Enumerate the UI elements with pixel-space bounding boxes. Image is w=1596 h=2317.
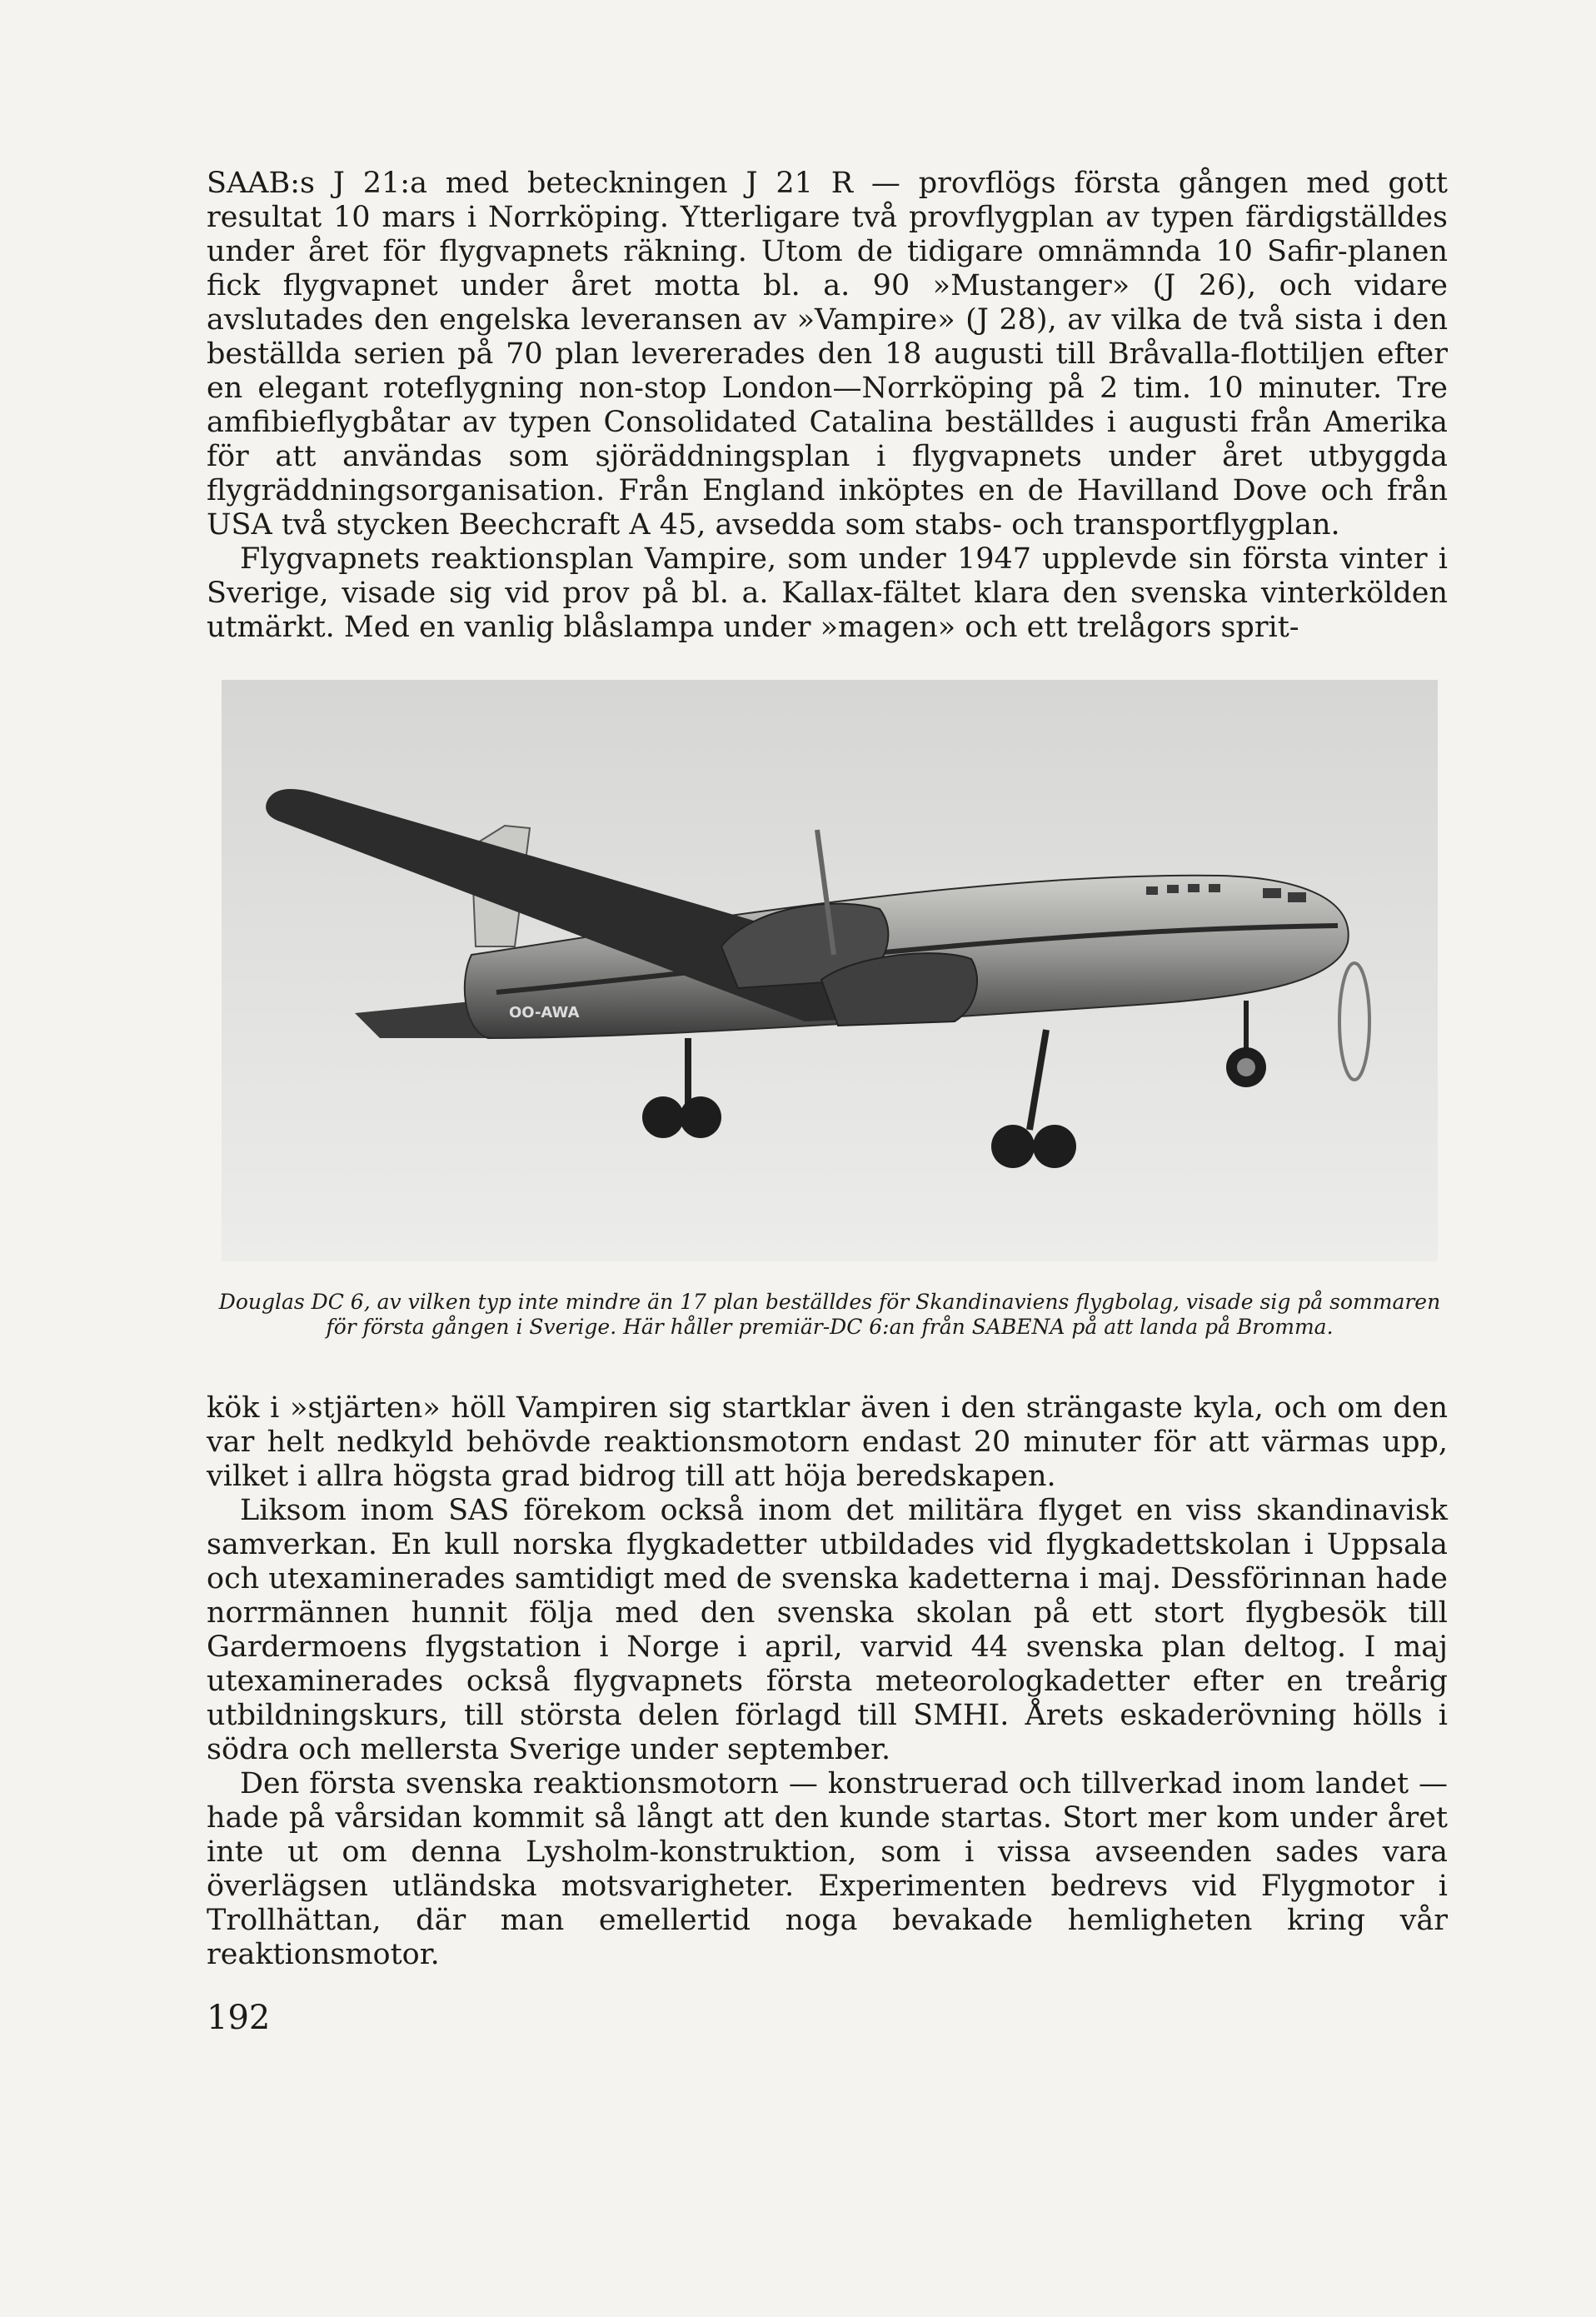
dc6-aircraft-photo (222, 680, 1438, 1261)
body-text-top (207, 167, 1448, 645)
paragraph: Den första svenska reaktionsmotorn — konstruerad och tillverkad inom landet — hade på vårsidan kommit så långt att den kunde startas. Stort mer kom under året inte ut om denna Lysholm-konstruktion, som i vissa avseenden sades vara överlägsen utländska motsvarigheter. Experimenten bedrevs vid Flygmotor i Trollhättan, där man emellertid noga bevakade hemligheten kring vår reaktionsmotor. (207, 1767, 1448, 1971)
registration-lettering: OO-AWA (509, 1004, 580, 1021)
paragraph: kök i »stjärten» höll Vampiren sig startklar även i den strängaste kyla, och om den var helt nedkyld behövde reaktionsmotorn endast 20 minuter för att värmas upp, vilket i allra högsta grad bidrog till att höja beredskapen. (207, 1391, 1448, 1493)
photo-caption: Douglas DC 6, av vilken typ inte mindre än 17 plan beställdes för Skandinaviens flygbolag, visade sig på sommaren för första gången i Sverige. Här håller premiär-DC 6:an från SABENA på att landa på Bromma. (218, 1290, 1441, 1339)
page-number: 192 (207, 1999, 271, 2037)
paragraph: Flygvapnets reaktionsplan Vampire, som under 1947 upplevde sin första vinter i Sverige, visade sig vid prov på bl. a. Kallax-fältet klara den svenska vinterkölden utmärkt. Med en vanlig blåslampa under »magen» och ett trelågors sprit- (207, 542, 1448, 644)
paragraph: Liksom inom SAS förekom också inom det militära flyget en viss skandinavisk samverkan. En kull norska flygkadetter utbildades vid flygkadettskolan i Uppsala och utexaminerades samtidigt med de svenska kadetterna i maj. Dessförinnan hade norrmännen hunnit följa med den svenska skolan på ett stort flygbesök till Gardermoens flygstation i Norge i april, varvid 44 svenska plan deltog. I maj utexaminerades också flygvapnets första meteorologkadetter efter en treårig utbildningskurs, till största delen förlagd till SMHI. Årets eskaderövning hölls i södra och mellersta Sverige under september. (207, 1494, 1448, 1766)
paragraph: SAAB:s J 21:a med beteckningen J 21 R — provflögs första gången med gott resultat 10 mars i Norrköping. Ytterligare två provflygplan av typen färdigställdes under året för flygvapnets räkning. Utom de tidigare omnämnda 10 Safir-planen fick flygvapnet under året motta bl. a. 90 »Mustanger» (J 26), och vidare avslutades den engelska leveransen av »Vampire» (J 28), av vilka de två sista i den beställda serien på 70 plan levererades den 18 augusti till Bråvalla-flottiljen efter en elegant roteflygning non-stop London—Norrköping på 2 tim. 10 minuter. Tre amfibieflygbåtar av typen Consolidated Catalina beställdes i augusti från Amerika för att användas som sjöräddningsplan i flygvapnets under året utbyggda flygräddningsorganisation. Från England inköptes en de Havilland Dove och från USA två stycken Beechcraft A 45, avsedda som stabs- och transportflygplan. (207, 167, 1448, 542)
body-text-bottom (207, 1391, 1448, 1972)
